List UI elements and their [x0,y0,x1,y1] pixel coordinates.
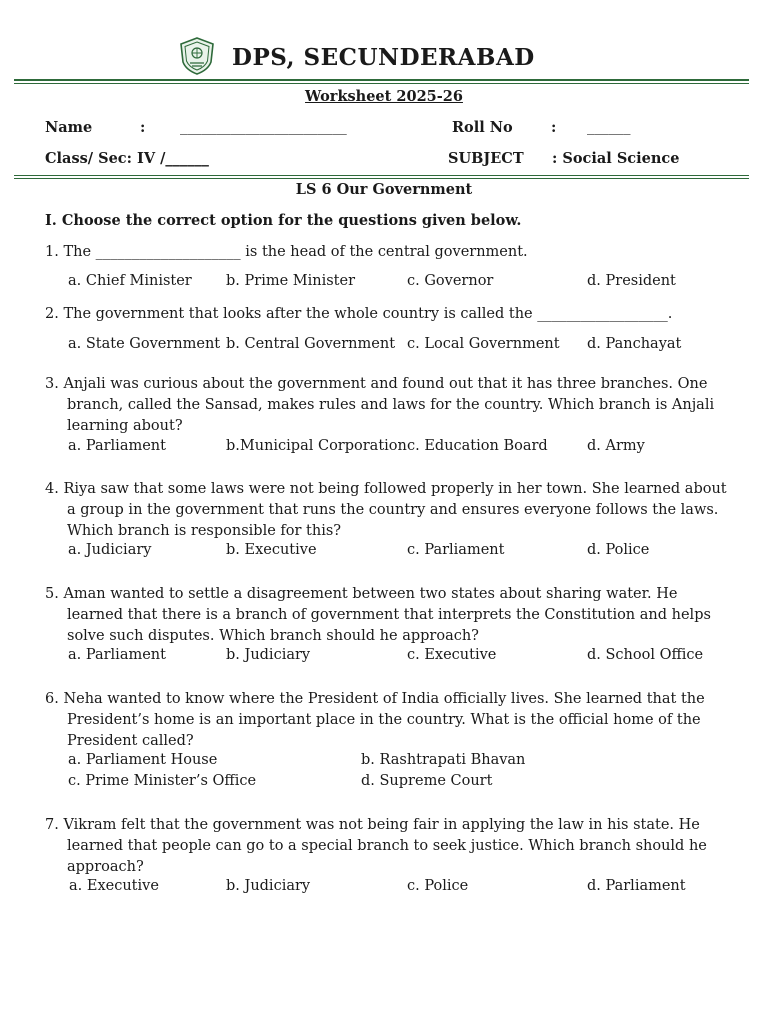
school-logo-icon [178,36,216,76]
question-text: 4. Riya saw that some laws were not being followed properly in her town. She learned about a group in the government that runs the country and ensures everyone follows the laws. Which branch is responsible for this? [45,481,727,539]
option-d[interactable]: d. Police [587,542,650,558]
question-4 [45,479,735,542]
option-c[interactable]: c. Education Board [407,438,548,454]
option-d[interactable]: d. Panchayat [587,336,682,352]
question-text: 6. Neha wanted to know where the President of India officially lives. She learned that the President’s home is an important place in the country. What is the official home of the President called? [45,691,705,749]
question-3 [45,374,735,437]
rollno-field[interactable]: ______ [587,119,631,135]
school-name: DPS, SECUNDERABAD [232,44,535,71]
header-rule-bottom [14,83,749,84]
name-colon: : [140,119,146,136]
section-heading: I. Choose the correct option for the questions given below. [45,212,522,229]
option-a[interactable]: a. State Government [68,336,221,352]
option-a[interactable]: a. Parliament House [68,752,218,768]
question-text: 2. The government that looks after the whole country is called the __________________. [45,306,673,322]
name-label: Name [45,119,93,136]
option-c[interactable]: c. Prime Minister’s Office [68,773,257,789]
class-section-field[interactable]: Class/ Sec: IV /______ [45,150,209,167]
option-d[interactable]: d. President [587,273,676,289]
question-1 [45,242,735,263]
option-c[interactable]: c. Executive [407,647,497,663]
name-field[interactable]: _______________________ [180,119,347,135]
option-a[interactable]: a. Parliament [68,647,166,663]
option-b[interactable]: b.Municipal Corporation [226,438,407,454]
option-d[interactable]: d. School Office [587,647,704,663]
option-c[interactable]: c. Parliament [407,542,505,558]
rollno-label: Roll No [452,119,513,136]
option-a[interactable]: a. Judiciary [68,542,152,558]
question-text: 1. The ____________________ is the head of the central government. [45,244,528,260]
option-b[interactable]: b. Central Government [226,336,396,352]
subject-label: SUBJECT [448,150,524,167]
option-d[interactable]: d. Parliament [587,878,686,894]
question-5 [45,584,735,647]
option-a[interactable]: a. Parliament [68,438,166,454]
question-text: 7. Vikram felt that the government was not being fair in applying the law in his state. He learned that people can go to a special branch to seek justice. Which branch should he approach? [45,817,707,875]
option-b[interactable]: b. Prime Minister [226,273,356,289]
option-c[interactable]: c. Local Government [407,336,560,352]
header-rule-top [14,79,749,81]
lesson-title: LS 6 Our Government [295,181,473,198]
option-b[interactable]: b. Rashtrapati Bhavan [361,752,526,768]
question-text: 3. Anjali was curious about the government and found out that it has three branches. One branch, called the Sansad, makes rules and laws for the country. Which branch is Anjali learning about? [45,376,715,434]
option-d[interactable]: d. Supreme Court [361,773,493,789]
question-2 [45,304,735,325]
worksheet-title: Worksheet 2025-26 [305,88,463,105]
option-c[interactable]: c. Governor [407,273,494,289]
option-d[interactable]: d. Army [587,438,645,454]
option-c[interactable]: c. Police [407,878,469,894]
question-text: 5. Aman wanted to settle a disagreement between two states about sharing water. He learned that there is a branch of government that interprets the Constitution and helps solve such disputes. Which branch should he approach? [45,586,711,644]
option-a[interactable]: a. Chief Minister [68,273,192,289]
question-7 [45,815,735,878]
fields-rule-top [14,175,749,176]
rollno-colon: : [551,119,557,136]
question-6 [45,689,735,752]
subject-value: : Social Science [552,150,680,167]
fields-rule-bottom [14,178,749,179]
option-a[interactable]: a. Executive [69,878,159,894]
option-b[interactable]: b. Executive [226,542,317,558]
option-b[interactable]: b. Judiciary [226,878,311,894]
option-b[interactable]: b. Judiciary [226,647,311,663]
